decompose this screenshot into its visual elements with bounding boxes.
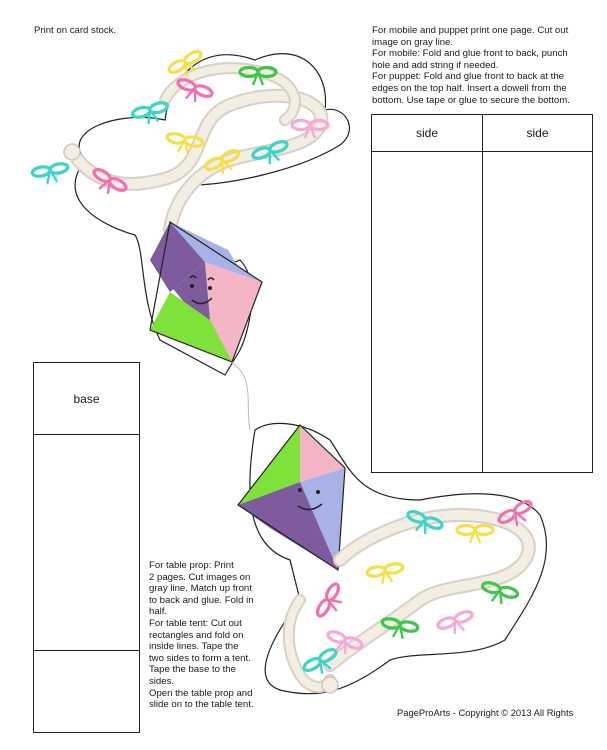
tent-base — [33, 362, 140, 733]
table-instructions: For table prop: Print 2 pages. Cut images on gray line. Match up front to back and glue. Fold in half. For table tent: Cut out rectangles and fold on inside lines. Tape the two sides to form a tent. Tape the base to the sides. Open the table prop and slide on to the table tent. — [149, 560, 254, 711]
base-label: base — [34, 363, 139, 435]
copyright: PageProArts - Copyright © 2013 All Rights — [397, 707, 574, 718]
print-note: Print on card stock. — [34, 25, 117, 36]
tent-side-right — [482, 114, 593, 473]
side-right-label: side — [483, 115, 592, 152]
mobile-puppet-instructions: For mobile and puppet print one page. Cut out image on gray line. For mobile: Fold and glue front to back, punch hole and add string if needed. For puppet: Fold and glue front to back at the edges on the top half. Insert a dowell from the bottom. Use tape or glue to secure the bottom. — [372, 25, 570, 106]
side-left-label: side — [372, 115, 482, 152]
tent-side-left — [371, 114, 483, 473]
base-fold-line — [34, 650, 139, 651]
